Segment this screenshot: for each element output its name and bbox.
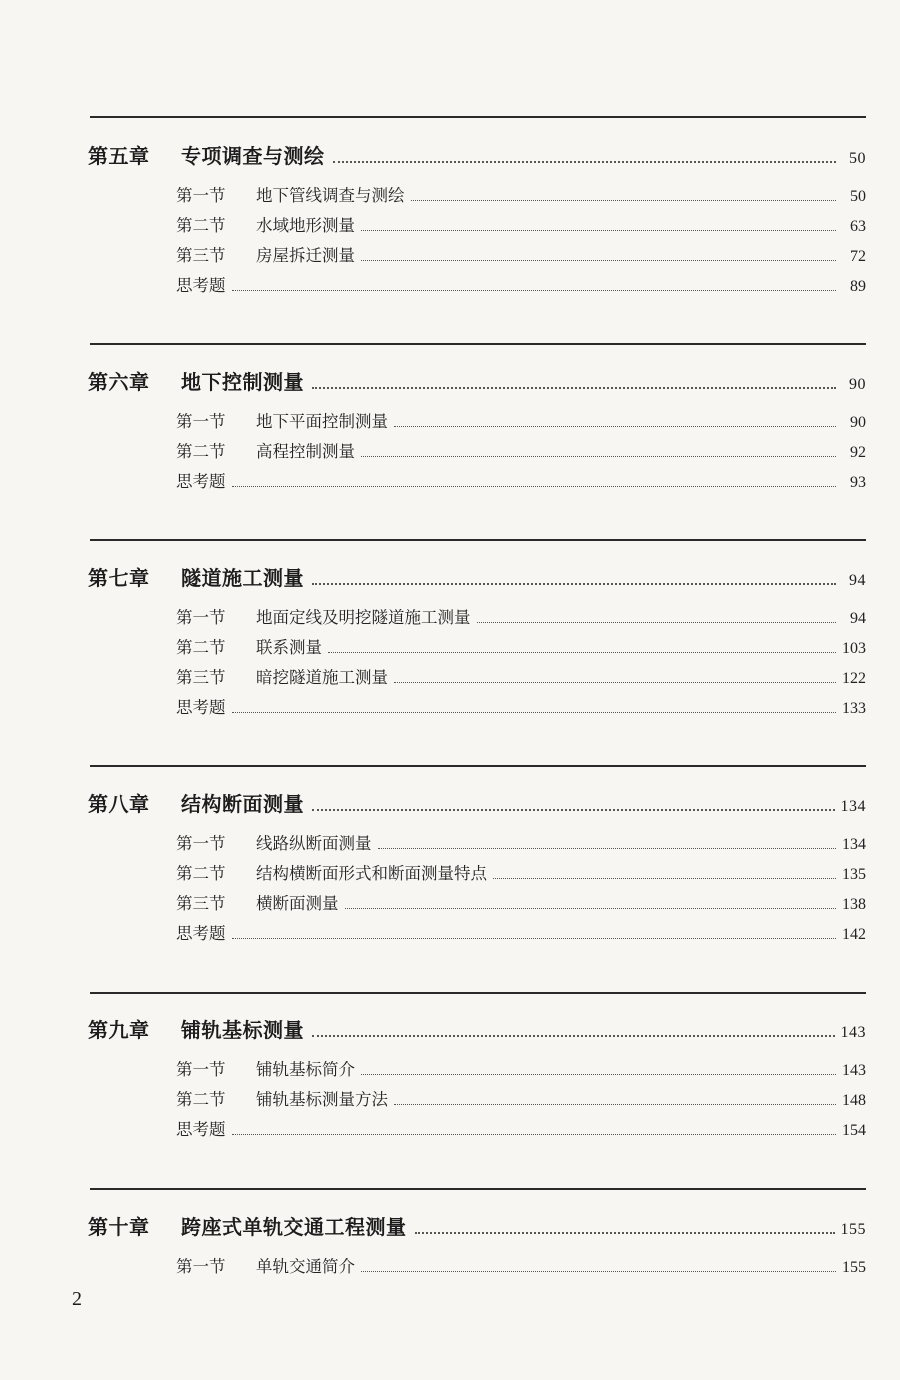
- dot-leader: [394, 682, 836, 683]
- dot-leader: [394, 1104, 836, 1105]
- section-title: 暗挖隧道施工测量: [256, 668, 388, 687]
- section-entry[interactable]: [176, 182, 866, 212]
- review-questions-entry[interactable]: [176, 272, 866, 302]
- section-number: 第一节: [176, 608, 226, 627]
- section-entry[interactable]: [176, 1253, 866, 1283]
- section-page-number: 92: [850, 444, 866, 461]
- chapter-number: 第六章: [88, 370, 150, 394]
- chapter-heading[interactable]: [88, 1014, 866, 1044]
- chapter-page-number: 50: [849, 150, 866, 167]
- section-title: 地下管线调查与测绘: [256, 186, 405, 205]
- section-list: [176, 604, 866, 724]
- section-page-number: 138: [842, 896, 866, 913]
- section-number: 第三节: [176, 894, 226, 913]
- dot-leader: [361, 456, 836, 457]
- section-entry[interactable]: [176, 860, 866, 890]
- chapter-title: 地下控制测量: [181, 370, 304, 394]
- section-page-number: 63: [850, 218, 866, 235]
- section-entry[interactable]: [176, 604, 866, 634]
- dot-leader: [361, 1271, 836, 1272]
- review-questions-entry[interactable]: [176, 920, 866, 950]
- dot-leader: [328, 652, 836, 653]
- dot-leader: [394, 426, 836, 427]
- section-page-number: 148: [842, 1092, 866, 1109]
- section-number: 第一节: [176, 834, 226, 853]
- chapter-block: [88, 1014, 866, 1146]
- section-list: [176, 1056, 866, 1146]
- section-page-number: 94: [850, 610, 866, 627]
- chapter-divider: [90, 992, 866, 994]
- section-list: [176, 1253, 866, 1283]
- chapter-block: [88, 366, 866, 498]
- chapter-block: [88, 140, 866, 302]
- section-number: 第一节: [176, 1257, 226, 1276]
- chapter-heading[interactable]: [88, 788, 866, 818]
- section-number: 第二节: [176, 216, 226, 235]
- chapter-number: 第九章: [88, 1018, 150, 1042]
- chapter-page-number: 94: [849, 572, 866, 589]
- section-page-number: 122: [842, 670, 866, 687]
- section-page-number: 155: [842, 1259, 866, 1276]
- chapter-number: 第五章: [88, 144, 150, 168]
- chapter-page-number: 134: [840, 798, 866, 815]
- section-page-number: 143: [842, 1062, 866, 1079]
- section-number: 第一节: [176, 412, 226, 431]
- chapter-divider: [90, 765, 866, 767]
- section-number: 第三节: [176, 668, 226, 687]
- section-number: 第二节: [176, 638, 226, 657]
- dot-leader: [312, 387, 836, 389]
- chapter-divider: [90, 116, 866, 118]
- dot-leader: [333, 161, 837, 163]
- chapter-number: 第八章: [88, 792, 150, 816]
- section-title: 横断面测量: [256, 894, 339, 913]
- section-entry[interactable]: [176, 1086, 866, 1116]
- section-title: 水域地形测量: [256, 216, 355, 235]
- chapter-divider: [90, 539, 866, 541]
- chapter-block: [88, 788, 866, 950]
- section-number: 第一节: [176, 1060, 226, 1079]
- section-entry[interactable]: [176, 634, 866, 664]
- section-number: 第二节: [176, 1090, 226, 1109]
- page-folio: 2: [72, 1288, 82, 1310]
- dot-leader: [312, 583, 836, 585]
- section-page-number: 93: [850, 474, 866, 491]
- section-number: 第三节: [176, 246, 226, 265]
- section-title: 思考题: [176, 276, 226, 295]
- chapter-heading[interactable]: [88, 366, 866, 396]
- section-title: 地面定线及明挖隧道施工测量: [256, 608, 471, 627]
- dot-leader: [378, 848, 837, 849]
- section-entry[interactable]: [176, 408, 866, 438]
- chapter-number: 第十章: [88, 1215, 150, 1239]
- chapter-page-number: 143: [840, 1024, 866, 1041]
- section-number: 第二节: [176, 864, 226, 883]
- section-title: 联系测量: [256, 638, 322, 657]
- section-entry[interactable]: [176, 890, 866, 920]
- section-entry[interactable]: [176, 664, 866, 694]
- section-title: 单轨交通简介: [256, 1257, 355, 1276]
- section-title: 地下平面控制测量: [256, 412, 388, 431]
- section-number: 第一节: [176, 186, 226, 205]
- dot-leader: [312, 1035, 835, 1037]
- section-list: [176, 182, 866, 302]
- section-page-number: 90: [850, 414, 866, 431]
- section-entry[interactable]: [176, 830, 866, 860]
- dot-leader: [232, 1134, 837, 1135]
- section-title: 房屋拆迁测量: [256, 246, 355, 265]
- chapter-title: 跨座式单轨交通工程测量: [181, 1215, 407, 1239]
- dot-leader: [232, 938, 837, 939]
- review-questions-entry[interactable]: [176, 1116, 866, 1146]
- section-list: [176, 408, 866, 498]
- chapter-heading[interactable]: [88, 140, 866, 170]
- section-entry[interactable]: [176, 1056, 866, 1086]
- section-title: 结构横断面形式和断面测量特点: [256, 864, 487, 883]
- section-page-number: 133: [842, 700, 866, 717]
- chapter-divider: [90, 1188, 866, 1190]
- section-page-number: 72: [850, 248, 866, 265]
- dot-leader: [415, 1232, 835, 1234]
- dot-leader: [232, 486, 837, 487]
- section-list: [176, 830, 866, 950]
- section-page-number: 142: [842, 926, 866, 943]
- review-questions-entry[interactable]: [176, 694, 866, 724]
- dot-leader: [361, 260, 836, 261]
- section-entry[interactable]: [176, 242, 866, 272]
- section-title: 高程控制测量: [256, 442, 355, 461]
- section-entry[interactable]: [176, 212, 866, 242]
- chapter-divider: [90, 343, 866, 345]
- dot-leader: [361, 230, 836, 231]
- section-number: 第二节: [176, 442, 226, 461]
- dot-leader: [232, 290, 837, 291]
- chapter-page-number: 90: [849, 376, 866, 393]
- dot-leader: [232, 712, 837, 713]
- dot-leader: [411, 200, 837, 201]
- section-page-number: 154: [842, 1122, 866, 1139]
- chapter-title: 结构断面测量: [181, 792, 304, 816]
- chapter-block: [88, 1211, 866, 1283]
- chapter-title: 专项调查与测绘: [181, 144, 325, 168]
- section-title: 铺轨基标简介: [256, 1060, 355, 1079]
- section-page-number: 89: [850, 278, 866, 295]
- review-questions-entry[interactable]: [176, 468, 866, 498]
- chapter-title: 隧道施工测量: [181, 566, 304, 590]
- chapter-heading[interactable]: [88, 562, 866, 592]
- dot-leader: [477, 622, 837, 623]
- section-title: 思考题: [176, 472, 226, 491]
- section-title: 铺轨基标测量方法: [256, 1090, 388, 1109]
- section-page-number: 135: [842, 866, 866, 883]
- chapter-block: [88, 562, 866, 724]
- section-title: 思考题: [176, 698, 226, 717]
- section-title: 思考题: [176, 1120, 226, 1139]
- chapter-page-number: 155: [840, 1221, 866, 1238]
- dot-leader: [493, 878, 836, 879]
- dot-leader: [312, 809, 835, 811]
- section-page-number: 103: [842, 640, 866, 657]
- chapter-title: 铺轨基标测量: [181, 1018, 304, 1042]
- section-entry[interactable]: [176, 438, 866, 468]
- section-page-number: 50: [850, 188, 866, 205]
- dot-leader: [361, 1074, 836, 1075]
- chapter-number: 第七章: [88, 566, 150, 590]
- section-title: 思考题: [176, 924, 226, 943]
- section-page-number: 134: [842, 836, 866, 853]
- chapter-heading[interactable]: [88, 1211, 866, 1241]
- section-title: 线路纵断面测量: [256, 834, 372, 853]
- dot-leader: [345, 908, 837, 909]
